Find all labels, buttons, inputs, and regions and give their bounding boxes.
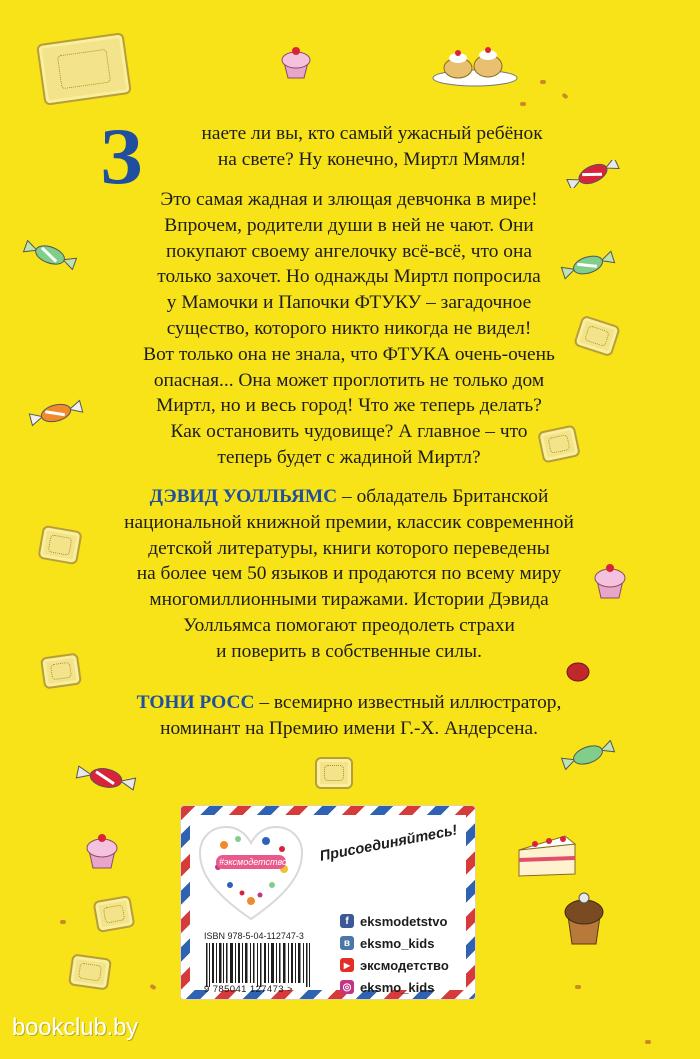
social-link-vk[interactable] xyxy=(340,932,475,954)
social-label: эксмодетство xyxy=(360,957,449,973)
biscuit-decoration xyxy=(93,895,136,933)
author-bio-line: и поверить в собственные силы. xyxy=(216,640,482,662)
cake-slice-decoration xyxy=(515,830,579,880)
instagram-icon: ◎ xyxy=(340,980,354,994)
author-first-line xyxy=(104,484,594,510)
synopsis-line: существо, которого никто никогда не видел! xyxy=(166,317,532,339)
biscuit-decoration xyxy=(37,525,82,565)
social-link-facebook[interactable] xyxy=(340,910,475,932)
crumb-decoration xyxy=(520,102,526,106)
illustrator-name: ТОНИ РОСС xyxy=(136,692,255,713)
synopsis-line: наете ли вы, кто самый ужасный ребёнок xyxy=(201,123,543,144)
social-label: eksmo_kids xyxy=(360,979,435,995)
cupcake-decoration xyxy=(278,44,314,80)
crumb-decoration xyxy=(149,984,156,990)
synopsis-text xyxy=(100,113,594,471)
watermark: bookclub.by xyxy=(12,1014,138,1041)
synopsis-line: Впрочем, родители души в ней не чают. Они xyxy=(164,214,534,236)
synopsis-line: опасная... Она может проглотить не только дом xyxy=(153,369,545,391)
crumb-decoration xyxy=(645,1040,651,1044)
author-name: ДЭВИД УОЛЛЬЯМС xyxy=(149,486,338,507)
facebook-icon: f xyxy=(340,914,354,928)
heart-logo-icon xyxy=(196,823,306,923)
synopsis-line: покупают своему ангелочку всё-всё, что она xyxy=(166,240,532,262)
social-label: eksmodetstvo xyxy=(360,913,448,929)
postcard-inner xyxy=(190,815,466,995)
barcode-number: 9 785041 127473 > xyxy=(204,984,293,995)
drop-cap: З xyxy=(100,113,143,201)
social-link-youtube[interactable] xyxy=(340,954,475,976)
heart-tag-text: #эксмодетство xyxy=(218,857,288,867)
crumb-decoration xyxy=(561,93,568,100)
social-link-instagram[interactable] xyxy=(340,976,475,998)
biscuit-decoration xyxy=(36,32,132,106)
synopsis-line: только захочет. Но однажды Миртл попросила xyxy=(157,266,541,288)
candy-decoration xyxy=(22,240,78,270)
biscuit-decoration xyxy=(40,653,82,690)
muffin-decoration xyxy=(560,890,608,946)
illustrator-first-line xyxy=(104,690,594,716)
author-bio-line: Уолльямса помогают преодолеть страхи xyxy=(183,614,515,636)
author-bio-line: детской литературы, книги которого переведены xyxy=(148,537,550,559)
crumb-decoration xyxy=(60,920,66,924)
synopsis-line: у Мамочки и Папочки ФТУКУ – загадочное xyxy=(166,292,532,314)
social-label: eksmo_kids xyxy=(360,935,435,951)
illustrator-bio-line: номинант на Премию имени Г.-Х. Андерсена. xyxy=(160,717,538,739)
synopsis-line: на свете? Ну конечно, Миртл Мямля! xyxy=(217,148,527,170)
cupcake-decoration xyxy=(590,560,630,600)
publisher-postcard xyxy=(181,806,475,999)
synopsis-line: Миртл, но и весь город! Что же теперь делать? xyxy=(156,395,542,417)
cupcake-decoration xyxy=(82,830,122,870)
barcode-icon xyxy=(202,943,326,987)
crumb-decoration xyxy=(575,985,581,989)
biscuit-decoration xyxy=(68,953,112,990)
isbn-label: ISBN 978-5-04-112747-3 xyxy=(204,931,304,941)
crumb-decoration xyxy=(540,80,546,84)
author-bio-line: национальной книжной премии, классик современной xyxy=(124,511,574,533)
synopsis-line: Вот только она не знала, что ФТУКА очень-очень xyxy=(143,343,555,365)
illustrator-bio xyxy=(104,690,594,742)
author-bio xyxy=(104,484,594,665)
social-links xyxy=(340,910,475,998)
candy-decoration xyxy=(560,740,616,770)
synopsis-line: теперь будет с жадиной Миртл? xyxy=(217,446,481,468)
biscuit-decoration xyxy=(315,757,353,789)
cake-plate-decoration xyxy=(430,40,520,90)
synopsis-line: Как остановить чудовище? А главное – что xyxy=(170,421,528,443)
join-text: Присоединяйтесь! xyxy=(318,822,459,865)
author-bio-line: – обладатель Британской xyxy=(337,486,549,507)
illustrator-bio-line: – всемирно известный иллюстратор, xyxy=(254,692,562,713)
vk-icon: в xyxy=(340,936,354,950)
author-bio-line: на более чем 50 языков и продаются по всему миру xyxy=(136,563,562,585)
candy-decoration xyxy=(28,398,84,428)
synopsis-line: Это самая жадная и злющая девчонка в мире! xyxy=(160,189,538,210)
candy-decoration xyxy=(75,762,137,794)
youtube-icon: ▶ xyxy=(340,958,354,972)
author-bio-line: многомиллионными тиражами. Истории Дэвида xyxy=(149,589,549,611)
